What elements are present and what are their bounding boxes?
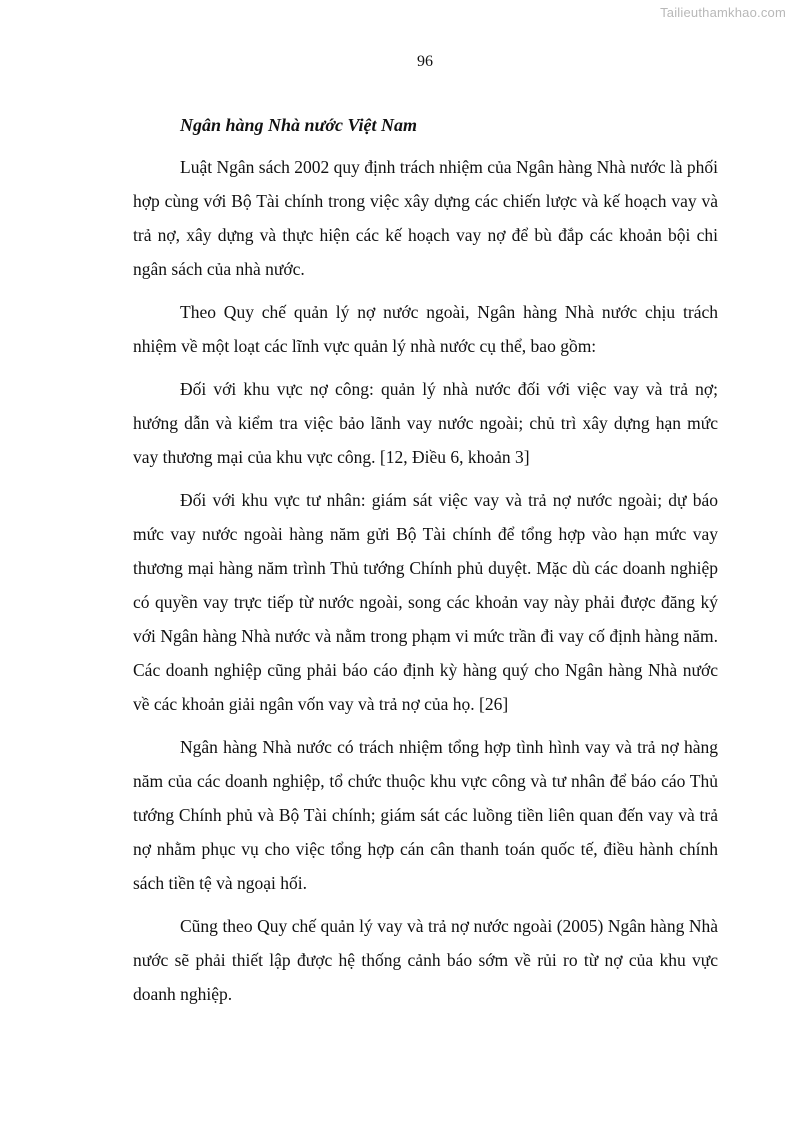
- watermark: Tailieuthamkhao.com: [660, 5, 786, 20]
- section-heading: Ngân hàng Nhà nước Việt Nam: [180, 115, 417, 135]
- paragraph-1: Luật Ngân sách 2002 quy định trách nhiệm của Ngân hàng Nhà nước là phối hợp cùng với Bộ Tài chính trong việc xây dựng các chiến lược và kế hoạch vay và trả nợ, xây dựng và thực hiện các kế hoạch vay nợ để bù đắp các khoản bội chi ngân sách của nhà nước.: [133, 157, 718, 279]
- paragraph-6: Cũng theo Quy chế quản lý vay và trả nợ nước ngoài (2005) Ngân hàng Nhà nước sẽ phải thiết lập được hệ thống cảnh báo sớm về rủi ro từ nợ của khu vực doanh nghiệp.: [133, 916, 718, 1004]
- paragraph-4: Đối với khu vực tư nhân: giám sát việc vay và trả nợ nước ngoài; dự báo mức vay nước ngoài hàng năm gửi Bộ Tài chính để tổng hợp vào hạn mức vay thương mại hàng năm trình Thủ tướng Chính phủ duyệt. Mặc dù các doanh nghiệp có quyền vay trực tiếp từ nước ngoài, song các khoản vay này phải được đăng ký với Ngân hàng Nhà nước và nằm trong phạm vi mức trần đi vay cố định hàng năm. Các doanh nghiệp cũng phải báo cáo định kỳ hàng quý cho Ngân hàng Nhà nước về các khoản giải ngân vốn vay và trả nợ của họ. [26]: [133, 490, 718, 714]
- document-body: [133, 108, 718, 1020]
- paragraph-2: Theo Quy chế quản lý nợ nước ngoài, Ngân hàng Nhà nước chịu trách nhiệm về một loạt các lĩnh vực quản lý nhà nước cụ thể, bao gồm:: [133, 302, 718, 356]
- page-number: 96: [417, 53, 433, 70]
- paragraph-5: Ngân hàng Nhà nước có trách nhiệm tổng hợp tình hình vay và trả nợ hàng năm của các doanh nghiệp, tổ chức thuộc khu vực công và tư nhân để báo cáo Thủ tướng Chính phủ và Bộ Tài chính; giám sát các luồng tiền liên quan đến vay và trả nợ nhằm phục vụ cho việc tổng hợp cán cân thanh toán quốc tế, điều hành chính sách tiền tệ và ngoại hối.: [133, 737, 718, 893]
- paragraph-3: Đối với khu vực nợ công: quản lý nhà nước đối với việc vay và trả nợ; hướng dẫn và kiểm tra việc bảo lãnh vay nước ngoài; chủ trì xây dựng hạn mức vay thương mại của khu vực công. [12, Điều 6, khoản 3]: [133, 379, 718, 467]
